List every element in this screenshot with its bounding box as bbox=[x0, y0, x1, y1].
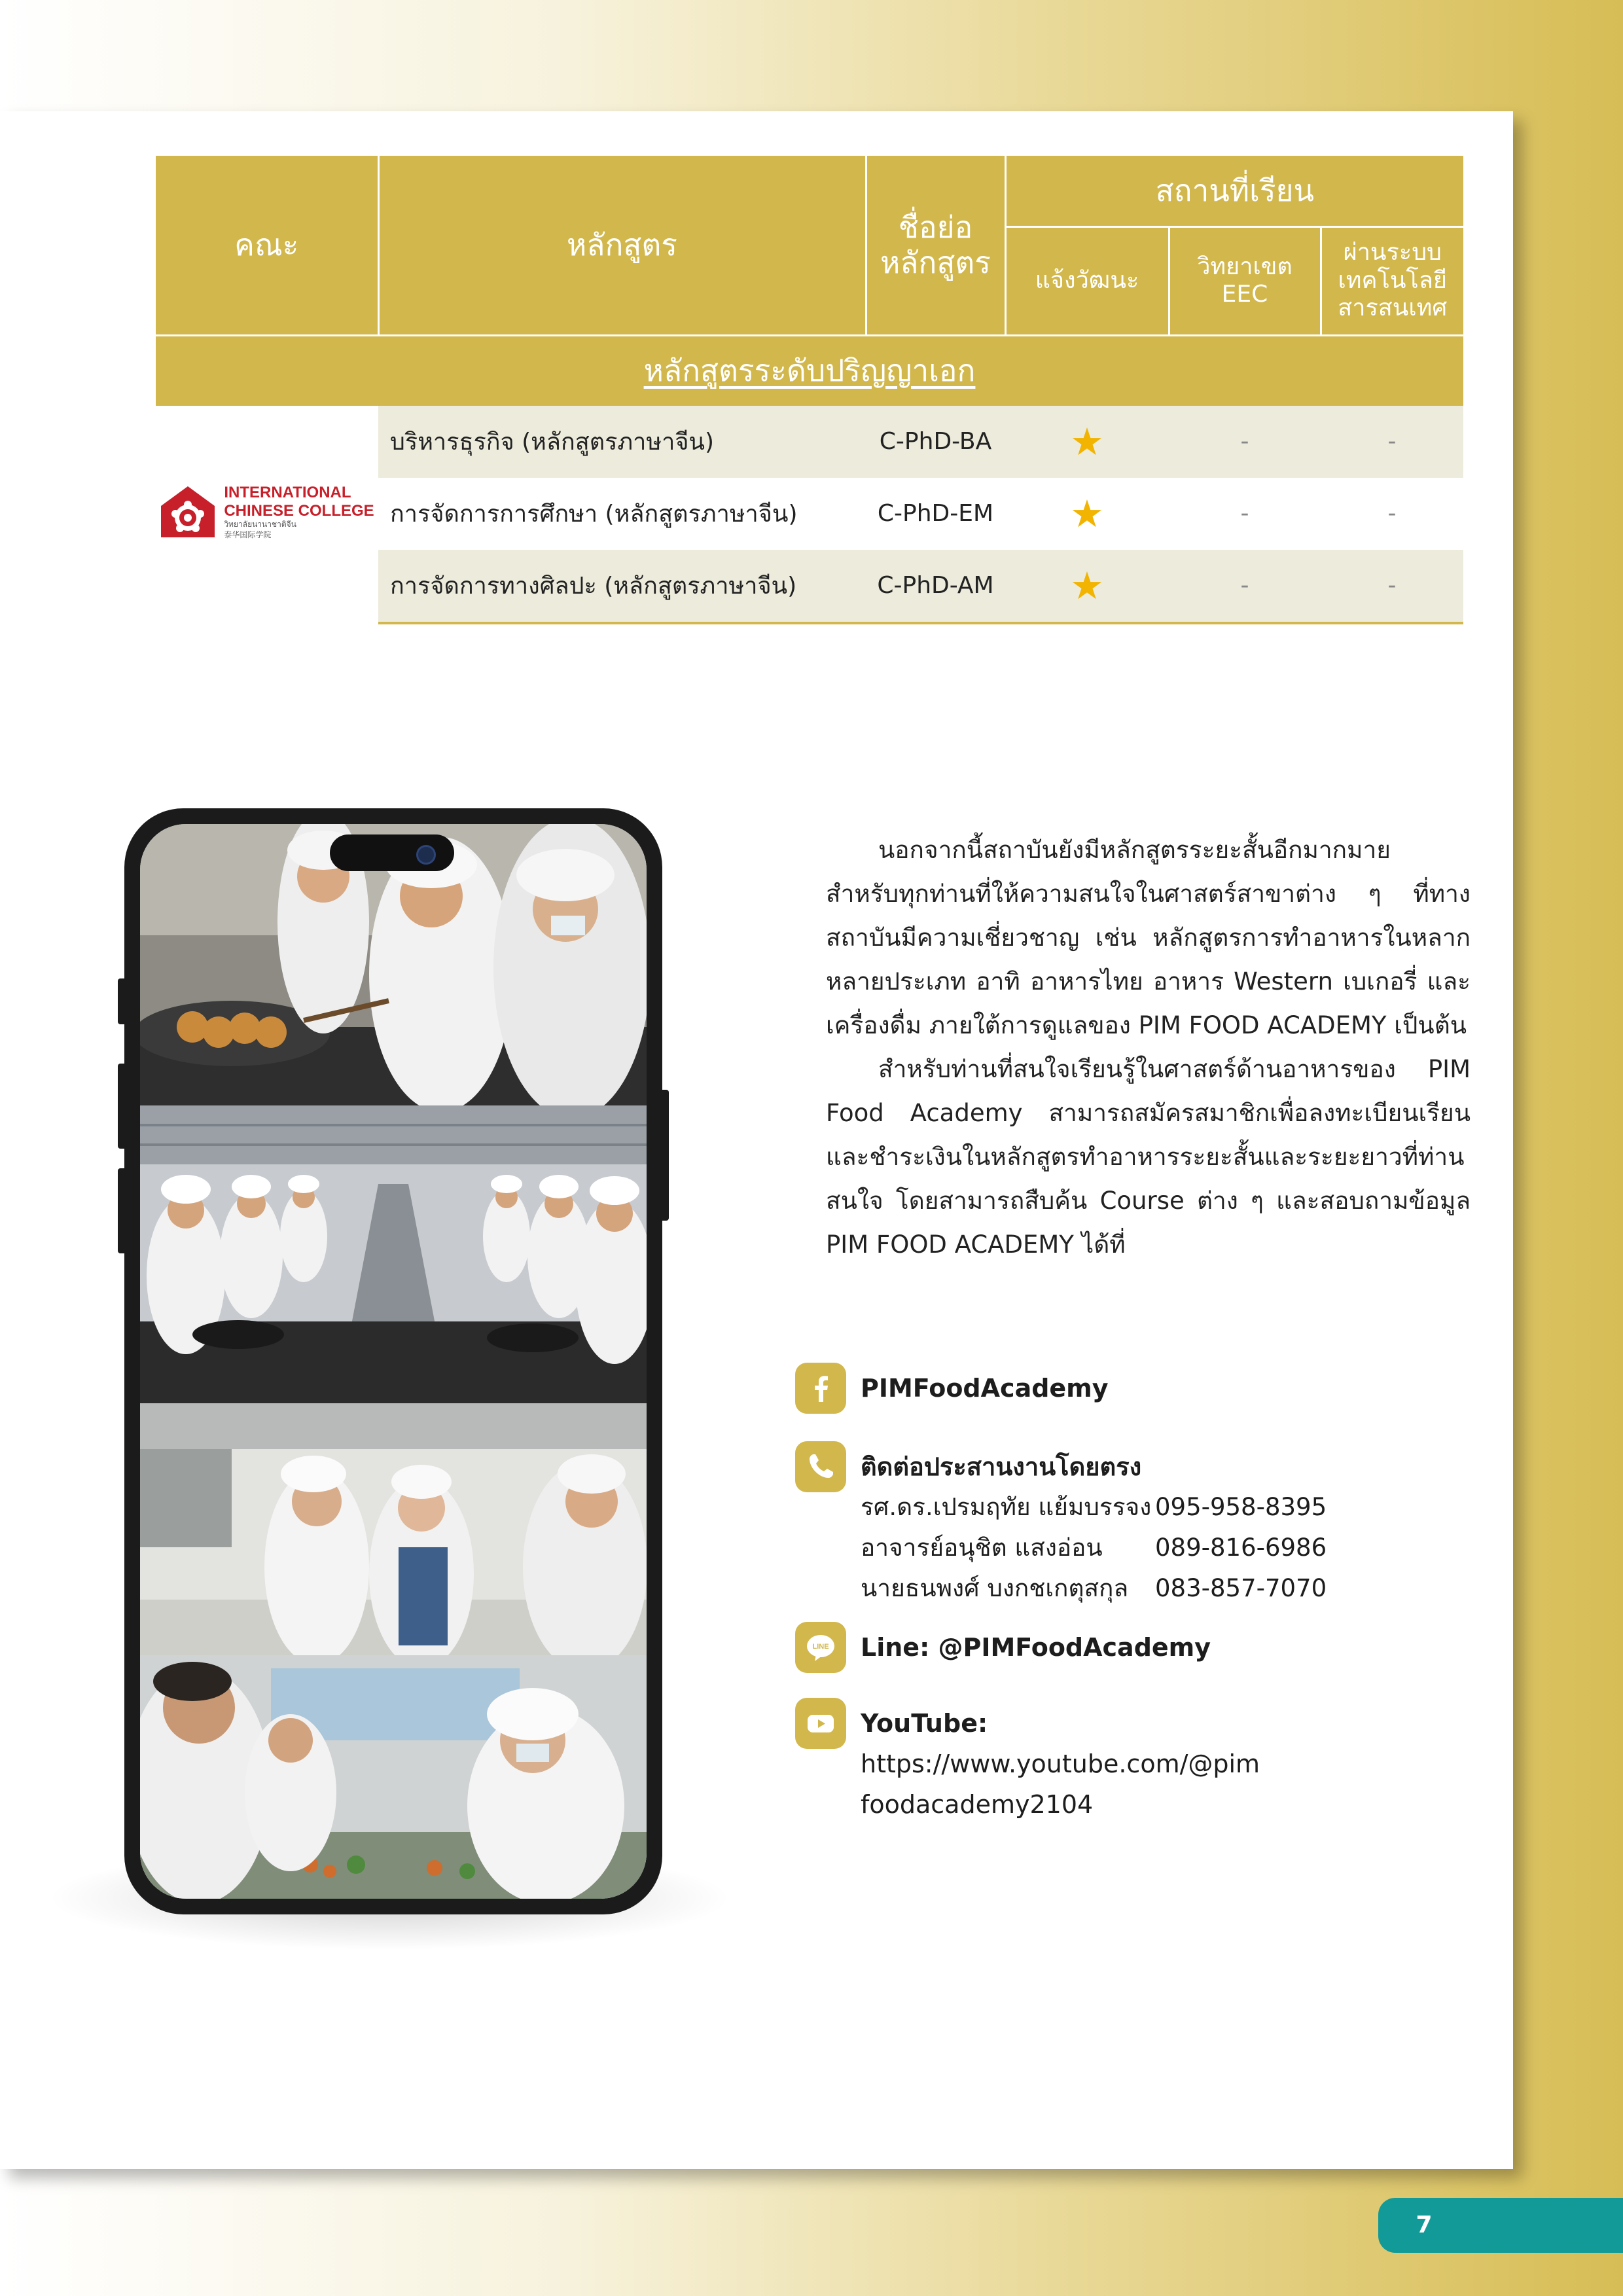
phone-side-button bbox=[660, 1090, 669, 1221]
program-name: การจัดการทางศิลปะ (หลักสูตรภาษาจีน) bbox=[378, 550, 866, 623]
campus-2-mark: - bbox=[1240, 500, 1249, 527]
facebook-icon bbox=[795, 1363, 846, 1414]
contact-facebook[interactable] bbox=[795, 1363, 1109, 1414]
program-table bbox=[156, 156, 1463, 624]
person-phone[interactable]: 089-816-6986 bbox=[1155, 1534, 1327, 1562]
photo-vegetable-prep bbox=[140, 1655, 647, 1899]
page-number-tab bbox=[1378, 2198, 1623, 2253]
header-program: หลักสูตร bbox=[378, 156, 866, 335]
star-icon: ★ bbox=[1070, 491, 1104, 536]
youtube-link[interactable]: https://www.youtube.com/@pim foodacademy2104 bbox=[861, 1749, 1260, 1819]
body-text bbox=[826, 828, 1471, 1266]
program-name: บริหารธุรกิจ (หลักสูตรภาษาจีน) bbox=[378, 406, 866, 478]
header-campus-1: แจ้งวัฒนะ bbox=[1005, 226, 1169, 335]
icc-sub-line-1: วิทยาลัยนานาชาติจีน bbox=[224, 520, 296, 529]
person-name: อาจารย์อนุชิต แสงอ่อน bbox=[861, 1534, 1103, 1562]
line-handle[interactable]: Line: @PIMFoodAcademy bbox=[861, 1633, 1211, 1662]
program-name: การจัดการการศึกษา (หลักสูตรภาษาจีน) bbox=[390, 501, 798, 528]
icc-name-line-1: INTERNATIONAL bbox=[224, 483, 351, 501]
facebook-handle[interactable]: PIMFoodAcademy bbox=[861, 1374, 1109, 1403]
phone-side-button bbox=[118, 1064, 127, 1149]
icc-sub-line-2: 泰华国际学院 bbox=[224, 529, 272, 539]
contact-person bbox=[861, 1568, 1327, 1609]
person-name: นายธนพงศ์ บงกชเกตุสกุล bbox=[861, 1574, 1129, 1602]
line-icon bbox=[795, 1622, 846, 1673]
program-abbr: C-PhD-BA bbox=[866, 406, 1005, 478]
contact-phone bbox=[795, 1441, 1327, 1609]
body-paragraph-1: นอกจากนี้สถาบันยังมีหลักสูตรระยะสั้นอีกมากมาย สำหรับทุกท่านที่ให้ความสนใจในศาสตร์สาขาต่าง ๆ ที่ทางสถาบันมีความเชี่ยวชาญ เช่น หลักสูตรการทำอาหารในหลากหลายประเภท อาทิ อาหารไทย อาหาร Western เบเกอรี่ และเครื่องดื่ม ภายใต้การดูแลของ PIM FOOD ACADEMY เป็นต้น bbox=[826, 836, 1471, 1039]
photo-cooking-line bbox=[140, 1105, 647, 1403]
campus-3-mark: - bbox=[1321, 550, 1463, 623]
icc-name-line-2: CHINESE COLLEGE bbox=[224, 501, 374, 520]
campus-3-mark: - bbox=[1387, 500, 1397, 527]
level-row bbox=[156, 335, 1463, 406]
body-paragraph-2: สำหรับท่านที่สนใจเรียนรู้ในศาสตร์ด้านอาหารของ PIM Food Academy สามารถสมัครสมาชิกเพื่อลงทะเบียนเรียน และชำระเงินในหลักสูตรทำอาหารระยะสั้นและระยะยาวที่ท่านสนใจ โดยสามารถสืบค้น Course ต่าง ๆ และสอบถามข้อมูล PIM FOOD ACADEMY ได้ที่ bbox=[826, 1055, 1471, 1259]
header-campus-2: วิทยาเขต EEC bbox=[1169, 226, 1321, 335]
dynamic-island bbox=[330, 834, 454, 871]
level-title: หลักสูตรระดับปริญญาเอก bbox=[643, 353, 976, 388]
contact-line[interactable] bbox=[795, 1622, 1211, 1673]
icc-emblem-icon bbox=[160, 485, 216, 539]
campus-2-mark: - bbox=[1169, 550, 1321, 623]
phone-title: ติดต่อประสานงานโดยตรง bbox=[861, 1452, 1142, 1481]
contact-person bbox=[861, 1487, 1327, 1528]
phone-side-button bbox=[118, 978, 127, 1024]
star-icon: ★ bbox=[1070, 563, 1104, 608]
header-abbr: ชื่อย่อ หลักสูตร bbox=[866, 156, 1005, 335]
phone-side-button bbox=[118, 1168, 127, 1253]
phone-mockup bbox=[124, 808, 662, 1914]
page-number: 7 bbox=[1416, 2212, 1433, 2238]
photo-chef-demo bbox=[140, 1403, 647, 1655]
line-icon-text: LINE bbox=[812, 1643, 829, 1651]
person-name: รศ.ดร.เปรมฤทัย แย้มบรรจง bbox=[861, 1493, 1152, 1521]
phone-screen bbox=[140, 824, 647, 1899]
star-icon: ★ bbox=[1070, 419, 1104, 464]
youtube-label: YouTube: bbox=[861, 1709, 988, 1738]
header-location: สถานที่เรียน bbox=[1005, 156, 1463, 226]
phone-icon bbox=[795, 1441, 846, 1492]
contact-person bbox=[861, 1528, 1327, 1568]
person-phone[interactable]: 083-857-7070 bbox=[1155, 1574, 1327, 1602]
program-abbr: C-PhD-EM bbox=[877, 500, 994, 527]
campus-3-mark: - bbox=[1321, 406, 1463, 478]
header-faculty: คณะ bbox=[156, 156, 378, 335]
table-row bbox=[156, 406, 1463, 478]
header-campus-3: ผ่านระบบ เทคโนโลยี สารสนเทศ bbox=[1321, 226, 1463, 335]
faculty-logo-cell bbox=[156, 406, 378, 623]
program-abbr: C-PhD-AM bbox=[866, 550, 1005, 623]
campus-2-mark: - bbox=[1169, 406, 1321, 478]
contact-youtube bbox=[795, 1698, 1495, 1825]
icc-logo bbox=[160, 484, 374, 540]
person-phone[interactable]: 095-958-8395 bbox=[1155, 1493, 1327, 1521]
youtube-icon bbox=[795, 1698, 846, 1749]
